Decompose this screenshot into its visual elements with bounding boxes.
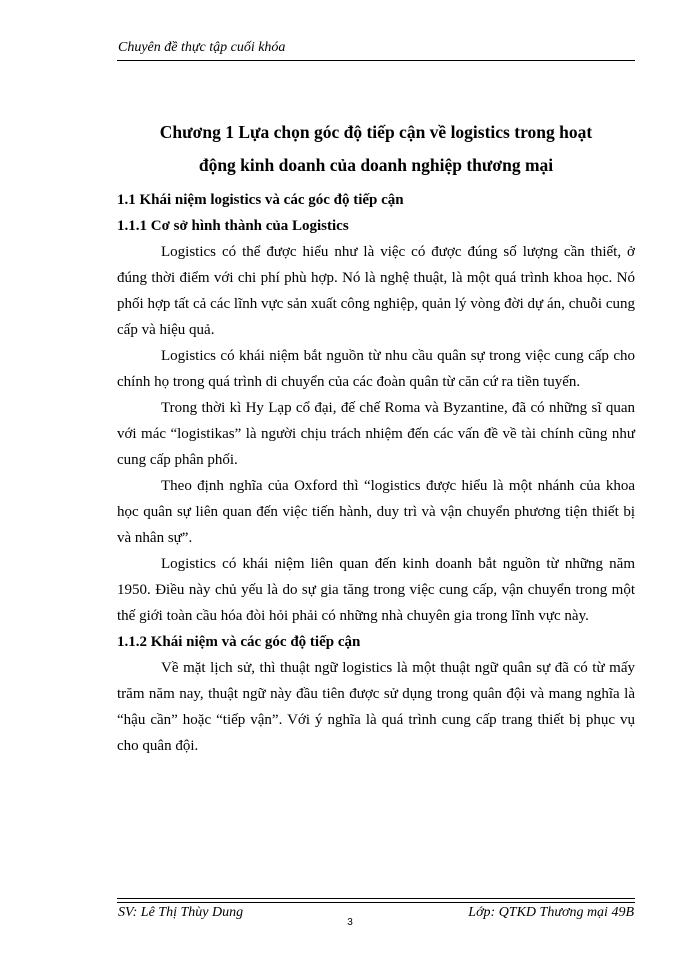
paragraph: Logistics có khái niệm liên quan đến kinh doanh bắt nguồn từ những năm 1950. Điều này chủ yếu là do sự gia tăng trong việc cung cấp, vận chuyển trong một thế giới toàn cầu hóa đòi hỏi phải có những nhà chuyên gia trong lĩnh vực này. (117, 556, 635, 624)
paragraph: Theo định nghĩa của Oxford thì “logistics được hiểu là một nhánh của khoa học quân sự liên quan đến việc tiến hành, duy trì và vận chuyển phương tiện thiết bị và nhân sự”. (117, 478, 635, 546)
footer-student: SV: Lê Thị Thùy Dung (118, 905, 244, 920)
paragraph: Trong thời kì Hy Lạp cổ đại, đế chế Roma và Byzantine, đã có những sĩ quan với mác “logistikas” là người chịu trách nhiệm đến các vấn đề về tài chính cũng như cung cấp phân phối. (117, 400, 635, 468)
chapter-title-line-2: động kinh doanh của doanh nghiệp thương mại (198, 155, 554, 175)
paragraph: Về mặt lịch sử, thì thuật ngữ logistics là một thuật ngữ quân sự đã có từ mấy trăm năm nay, thuật ngữ này đầu tiên được sử dụng trong quân đội và mang nghĩa là “hậu cần” hoặc “tiếp vận”. Với ý nghĩa là quá trình cung cấp trang thiết bị phục vụ cho quân đội. (117, 660, 635, 754)
paragraph: Logistics có thể được hiểu như là việc có được đúng số lượng cần thiết, ở đúng thời điểm với chi phí phù hợp. Nó là nghệ thuật, là một quá trình khoa học. Nó phối hợp tất cả các lĩnh vực sản xuất công nghiệp, quản lý vòng đời dự án, chuỗi cung cấp và hiệu quả. (117, 244, 635, 338)
section-heading-1-1-2: 1.1.2 Khái niệm và các góc độ tiếp cận (117, 634, 361, 650)
document-body (117, 187, 635, 759)
section-heading-1-1: 1.1 Khái niệm logistics và các góc độ tiếp cận (117, 192, 404, 208)
paragraph: Logistics có khái niệm bắt nguồn từ nhu cầu quân sự trong việc cung cấp cho chính họ trong quá trình di chuyển của các đoàn quân từ căn cứ ra tiền tuyến. (117, 348, 635, 390)
page-number: 3 (347, 917, 353, 928)
section-heading-1-1-1: 1.1.1 Cơ sở hình thành của Logistics (117, 218, 349, 234)
chapter-title (117, 116, 635, 182)
footer-class: Lớp: QTKD Thương mại 49B (468, 905, 634, 920)
running-header: Chuyên đề thực tập cuối khóa (118, 40, 286, 55)
chapter-title-line-1: Chương 1 Lựa chọn góc độ tiếp cận về logistics trong hoạt (159, 122, 593, 142)
footer-rule (117, 898, 635, 903)
header-rule (117, 60, 635, 61)
